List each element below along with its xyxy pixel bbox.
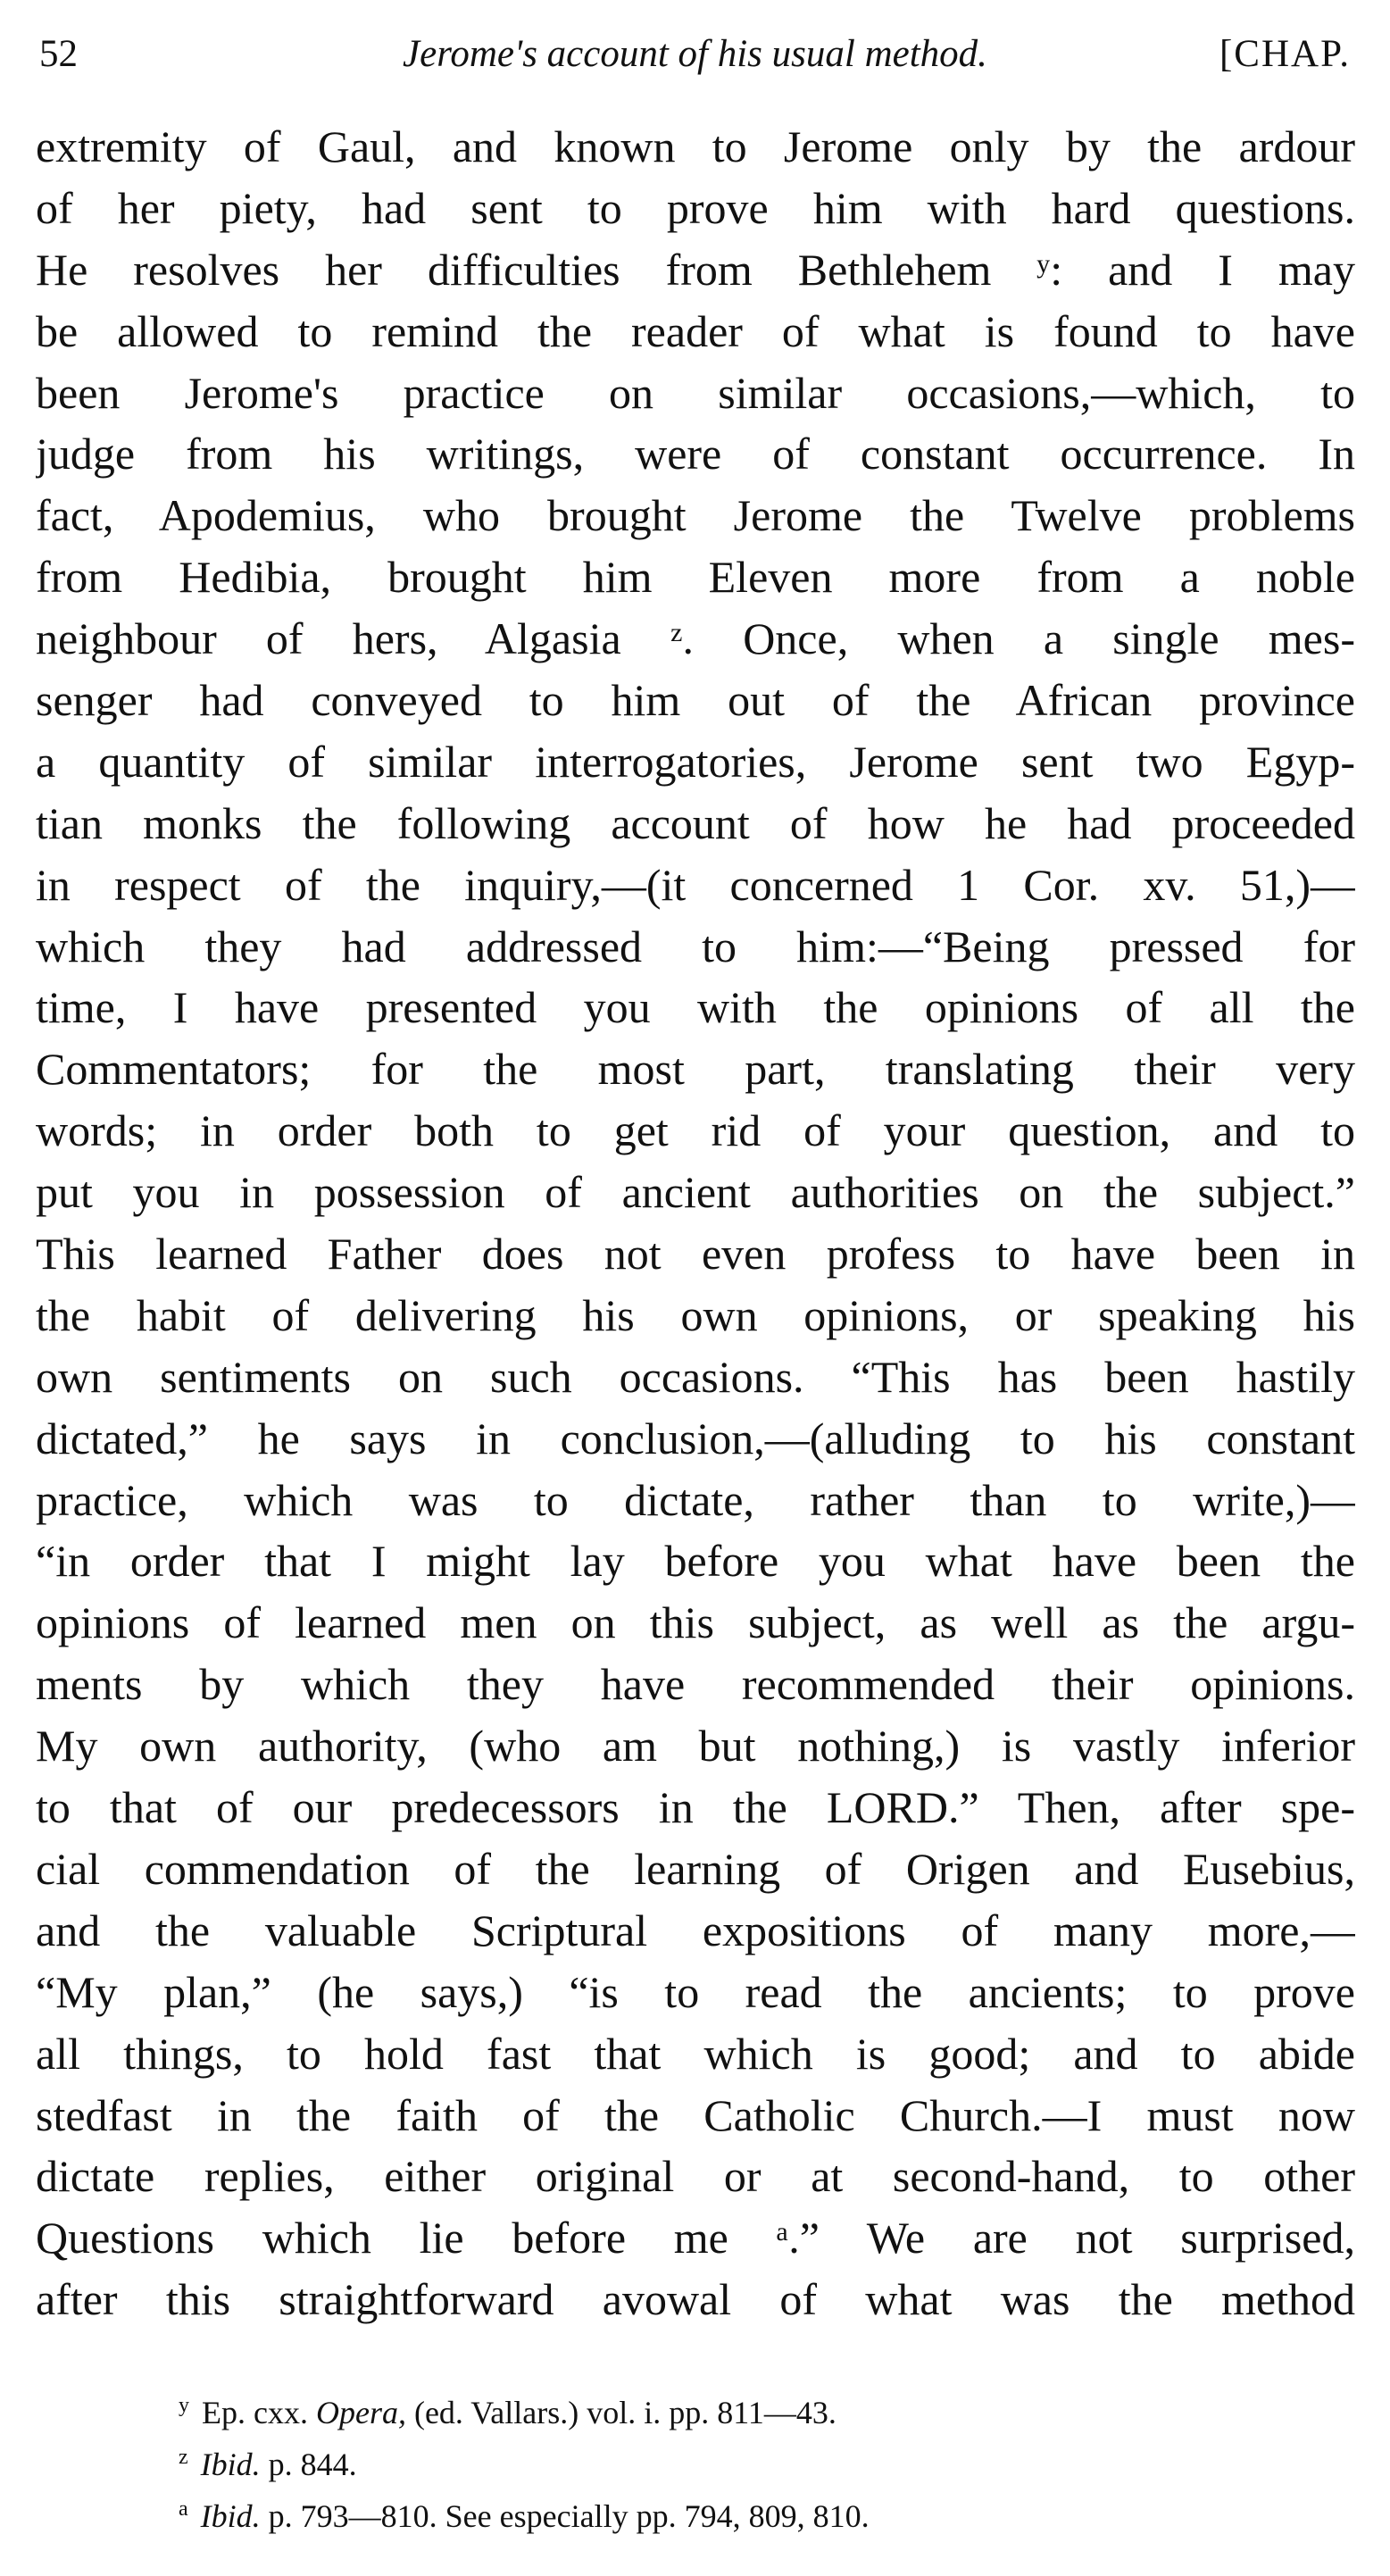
text-line: be allowed to remind the reader of what is found to have (36, 305, 1355, 356)
footnote (179, 2380, 1161, 2431)
footnote-marker: z (179, 2446, 188, 2469)
text-line: senger had conveyed to him out of the African province (36, 675, 1355, 726)
footnote-citation: (ed. Vallars.) vol. i. pp. 811—43. (405, 2395, 836, 2430)
text-line: stedfast in the faith of the Catholic Church.—I must now (36, 2089, 1355, 2140)
text-line: Commentators; for the most part, translating their very (36, 1044, 1355, 1095)
footnote (179, 2483, 1161, 2535)
text-line: been Jerome's practice on similar occasions,—which, to (36, 367, 1355, 418)
text-line: extremity of Gaul, and known to Jerome only by the ardour (36, 121, 1355, 171)
text-line: from Hedibia, brought him Eleven more from a noble (36, 552, 1355, 603)
text-line: fact, Apodemius, who brought Jerome the Twelve problems (36, 490, 1355, 541)
footnote-work: Ibid. (200, 2447, 261, 2482)
footnote-citation: p. 793—810. See especially pp. 794, 809, 810. (260, 2498, 870, 2534)
footnote-citation: p. 844. (260, 2447, 357, 2482)
text-line: the habit of delivering his own opinions, or speaking his (36, 1289, 1355, 1340)
page-number: 52 (39, 33, 78, 75)
text-line: Questions which lie before me ᵃ.” We are not surprised, (36, 2213, 1355, 2263)
footnote-work: Ibid. (200, 2498, 261, 2534)
text-line: dictated,” he says in conclusion,—(alluding to his constant (36, 1413, 1355, 1463)
text-line: “in order that I might lay before you what have been the (36, 1536, 1355, 1587)
text-line: which they had addressed to him:—“Being pressed for (36, 921, 1355, 971)
text-line: neighbour of hers, Algasia ᶻ. Once, when a single mes- (36, 613, 1355, 664)
text-line: words; in order both to get rid of your question, and to (36, 1105, 1355, 1156)
text-line: My own authority, (who am but nothing,) is vastly inferior (36, 1721, 1355, 1772)
body-text (36, 116, 1355, 2330)
text-line: dictate replies, either original or at second-hand, to other (36, 2151, 1355, 2202)
text-line: own sentiments on such occasions. “This has been hastily (36, 1351, 1355, 1402)
text-line: cial commendation of the learning of Origen and Eusebius, (36, 1843, 1355, 1894)
text-line: This learned Father does not even profess to have been in (36, 1229, 1355, 1280)
footnote-marker: y (179, 2394, 189, 2417)
footnote-marker: a (179, 2497, 188, 2521)
text-line: and the valuable Scriptural expositions of many more,— (36, 1905, 1355, 1955)
running-head (39, 32, 1351, 86)
footnote (179, 2431, 1161, 2483)
text-line: a quantity of similar interrogatories, Jerome sent two Egyp- (36, 736, 1355, 787)
text-line: “My plan,” (he says,) “is to read the ancients; to prove (36, 1966, 1355, 2017)
text-line: of her piety, had sent to prove him with hard questions. (36, 182, 1355, 233)
text-line: judge from his writings, were of constant occurrence. In (36, 429, 1355, 479)
text-line: put you in possession of ancient authorities on the subject.” (36, 1167, 1355, 1218)
footnote-prefix: Ep. cxx. (202, 2395, 316, 2430)
running-title: Jerome's account of his usual method. (403, 33, 987, 75)
text-line: ments by which they have recommended their opinions. (36, 1659, 1355, 1710)
text-line: opinions of learned men on this subject, as well as the argu- (36, 1597, 1355, 1648)
text-line: tian monks the following account of how he had proceeded (36, 797, 1355, 848)
text-line: practice, which was to dictate, rather than to write,)— (36, 1474, 1355, 1525)
chapter-mark: [CHAP. (1219, 33, 1351, 75)
footnotes (179, 2380, 1161, 2535)
text-line: in respect of the inquiry,—(it concerned 1 Cor. xv. 51,)— (36, 859, 1355, 910)
text-line: He resolves her difficulties from Bethlehem ʸ: and I may (36, 244, 1355, 295)
text-line: to that of our predecessors in the LORD.” Then, after spe- (36, 1782, 1355, 1833)
text-line: time, I have presented you with the opinions of all the (36, 982, 1355, 1033)
text-line: all things, to hold fast that which is good; and to abide (36, 2028, 1355, 2079)
text-line: after this straightforward avowal of what was the method (36, 2274, 1355, 2325)
footnote-work: Opera, (315, 2395, 406, 2430)
